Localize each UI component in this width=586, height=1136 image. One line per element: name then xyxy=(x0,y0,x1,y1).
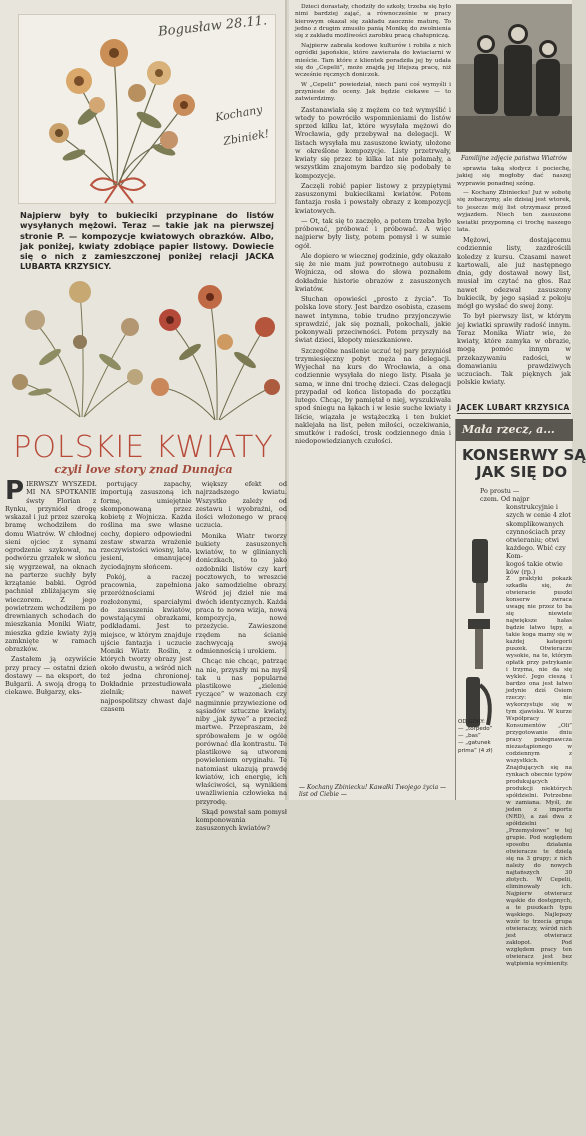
sidebar-line: otwieraniu; otwi xyxy=(506,535,559,544)
article-column-3 xyxy=(196,480,287,835)
sidebar-line: skomplikowanych xyxy=(506,519,564,528)
paragraph: Ale dopiero w wiecznej godzinie, gdy okazało się że nie mam już powrotnego autobusu z Wojnicza, od słowa do słowa poznałem dokładnie historie obrazów z zasuszonych kwiatów. xyxy=(295,251,451,293)
paragraph: sprawia taką słodycz i pociechę, jakiej się mogłoby dać naszej wyprawie ponadnej szóng. xyxy=(457,166,571,187)
sidebar-box xyxy=(455,419,586,967)
paragraph: Pokój, a raczej pracownia, zapełniona przeróżnościami rozłożonymi, sparciałymi do zasuszenia kwiatów, powstającymi obrazkami, podkładami. Jest to miejsce, w którym znajduje ujście fantazja i uczucie Moniki Wiatr. Roślin, z których tworzy obrazy jest około dwustu, a wśród nich też jedna chronionej. Dokładnie przestudiowała zielnik; nawet najpospolitszy chwast daje czasem xyxy=(100,572,192,713)
tools-caption xyxy=(458,719,493,755)
sidebar-body xyxy=(460,487,572,1136)
sidebar-title xyxy=(462,446,586,481)
handwritten-date: Bogusław 28.11. xyxy=(157,13,268,40)
paragraph: — Kochany Zbiniecku! Już w sobotę się zobaczymy, ale dzisiaj jest wtorek, to jeszcze mój list otrzymasz przed wyjazdem. Niech ten zasuszone kwiatki przypomną ci trochę naszego lata. xyxy=(457,190,571,233)
sidebar-line: czem. Od najpr xyxy=(480,495,530,504)
paragraph: większy efekt od najrzadszego kwiatu. Wszystko zależy od zestawu i wyobraźni, od ilości włożonego w pracę uczucia. xyxy=(195,480,287,530)
caption-line: OD GÓRY: xyxy=(458,719,485,725)
left-column xyxy=(0,0,287,833)
letter-signoff: — Kochany Zbiniecku! Kawałki Twojego życia — list od Ciebie — xyxy=(299,784,447,799)
article-author: JACEK LUBART KRZYSICA xyxy=(457,403,570,412)
caption-line: — „torpedo” xyxy=(458,726,493,733)
sidebar-header: Mała rzecz, a... xyxy=(456,419,573,441)
photo-caption: Familijne zdjęcie państwa Wiatrów xyxy=(460,155,568,162)
flower-compositions-illustration xyxy=(10,272,280,422)
paragraph: Zaczęli robić papier listowy z przypiętymi zasuszonymi bukiecikami kwiatów. Potem fantazja rosła i powstały obrazy z kompozycji kwiatowych. xyxy=(295,181,451,215)
paragraph: To był pierwszy list, w którym jej kwiatki sprawiły radość innym. Teraz Monika Wiatr wie, że kwiaty, które zamyka w obrazie, mogą pomóc innym w przekazywaniu radości, w domawianiu prawdziwych uczuciach. Tak pięknych jak polskie kwiaty. xyxy=(457,312,571,387)
paragraph: Szczególne nasilenie uczuć tej pary przyniósł trzymiesięczny pobyt męża na delegacji. Wyjechał na kurs do Wrocławia, a ona codziennie wysyłała do niego listy. Pisała je sama, w inne dni trochę dzieci. Czas delegacji przypadał od końca listopada do początku lutego. Chcąc, by pamiętał o niej, wyszukiwała spod śniegu na łąkach i w lesie suche kwiaty i liście, wiązała je wstążeczką i ten bukiet naklejała na list, pełen miłości, oczekiwania, smutków i radości, trosk codziennego dnia i niedopowiedzianych czułości. xyxy=(295,346,451,446)
right-article-text xyxy=(295,4,451,448)
family-photo-illustration xyxy=(456,4,572,152)
sidebar-line: konstrukcyjnie i xyxy=(506,503,558,512)
paragraph: IERWSZY WYSZEDŁ MI NA SPOTKANIE śwsty Florian z Rynku, przyniósł drogę wskazał i już przez szeroką bramę wchodziłem do domu Wiatrów. W chłodnej sieni ojciec z synami ogrodzenie szykował, na podwórzu grzałek w słońcu się wygrzewał, na oknach na parterze suchły były krzątanie babki. Ogród pachniał zbliżającym się wieczorem. Z jego powietrzem wchodziłem po drewnianych schodach do mieszkania Moniki Wiatr, mieszka gdzie kwiaty żyją zamknięte w ramach obrazków. xyxy=(5,480,97,653)
paragraph: portujący zapachy, importują zasuszoną ich formę, umiejętnie skomponowaną przez kobietę z Wojnicza. Każda roślina ma swe własne cechy, dopiero odpowiedni zestaw stwarza wrażenie rzeczywistości wiosny, lata, jesieni, emanującej życiodajnym słońcem. xyxy=(100,480,192,571)
sidebar-line: szych w cenie 4 złot xyxy=(506,511,571,520)
sidebar-title-line1: KONSERWY SĄ xyxy=(462,446,586,464)
article-column-1 xyxy=(5,476,97,835)
paragraph: Najpierw zabrała kodowe kulturów i robiła z nich ogródki japońskie, które zawierała do kwiaciarni w mieście. Tam które z klientek poradziła jej by udała się do „Cepelii”, może znajdą jej litejszą pracę, niż wcześnie ręcznych doniczek. xyxy=(295,42,451,79)
pressed-flower-pictures xyxy=(10,272,280,422)
article-title: POLSKIE KWIATY xyxy=(13,430,274,465)
paragraph: — Ot, tak się to zaczęło, a potem trzeba było próbować, próbować i próbować. A więc najpierw były listy, potem pomysł i w sumie ogół. xyxy=(295,216,451,250)
article-column-2 xyxy=(100,480,191,835)
sidebar-line: Kom- xyxy=(506,552,523,560)
paragraph: Chcąc nie chcąc, patrząc na nie, przyszły mi na myśl tak u nas popularne plastikowe „zielenie ryczące” w wazonach czy nagminnie przywiezione od sąsiadów sztuczne kwiaty, niby „jak żywe” a przecież martwe. Przepraszam, że spróbowałem je w ogóle porównać dla kontrastu. Te plastikowe są utworem powieleniem oryginału. Te natomiast ukazują prawdę kwiatów, ich energię, ich właściwości, są wynikiem uważliwienia człowieka na przyrodę. xyxy=(195,657,287,806)
sidebar-line: Po prostu — xyxy=(480,487,520,495)
flower-card-image xyxy=(18,14,276,204)
right-article-text-2 xyxy=(457,166,571,389)
right-column xyxy=(289,0,586,967)
paragraph: Zastałem ją ozywiście przy pracy — ostatni dzień dostawy — na eksport, do Bułgarii. A swoją drogą to ciekawe. Bułgarzy, eks- xyxy=(5,655,97,697)
sidebar-line: czynnościach przy xyxy=(506,527,566,536)
paragraph: Zastanawiała się z mężem co też wymyślić i wtedy to powróciło wspomnieniami do listów sprzed kilku lat, które wysyłała mężowi do Wrocławia, gdy przebywał na delegacji. W listach wysyłała mu zasuszone kwiaty, ułożone w określone kompozycje. Listy przetrwały, kwiaty się przez te kilka lat nie połamały, a wszystkim znajomym bardzo się podobały te kompozycje. xyxy=(295,105,451,180)
handwritten-greeting-line1: Kochany xyxy=(214,102,264,125)
paragraph: Dzieci dorastały, chodziły do szkoły, trzeba się było nimi bardziej zająć, a równocześnie w pracy kierowym okazał się zakładu zaocznie maturę. To jedno z drugim zmusiło panią Monikę do zwolnienia się z zakładu możliwości zarobku pracą chałupniczą. xyxy=(295,4,451,40)
article-subtitle: czyli love story znad Dunajca xyxy=(54,463,233,476)
paragraph: Słuchan opowieści „prosto z życia”. To polska love story. Jest bardzo osobista, czasem nawet intymna, tobie trudno przyjonczywie sprawdzić, jak się poznali, pokochali, jakie pokonywali przeciwności. Potem przyszły na świat dzieci, kłopoty mieszkaniowe. xyxy=(295,295,451,345)
paragraph: Mężowi, dostającemu codziennie listy, zazdrościli koledzy z kursu. Czasami nawet kartowali, ale już następnego dnia, gdy dostawał nowy list, musiał im czytać na głos. Raz nawet odezwał zasuszony bukiecik, by jego sąsiad z pokoju mógł go wysłać do swej żony. xyxy=(457,236,571,311)
caption-line: — „gatunek xyxy=(458,740,491,747)
sidebar-title-line2: JAK SIĘ DO xyxy=(476,462,568,481)
sidebar-line: każdego. Wbić czy xyxy=(506,543,566,552)
family-photo xyxy=(456,4,572,152)
paragraph: Monika Wiatr tworzy bukiety zasuszonych kwiatów, to w glinianych doniczkach, to jako ozdobniki listów czy kart pocztowych, to wreszcie jako samodzielne obrazy. Wśród jej dzieł nie ma dwóch identycznych. Każda praca to nowa wizja, nowa kompozycja, nowe przeżycie. Zawieszone rzędem na ścianie zachwycają swoją odmiennością i urokiem. xyxy=(195,531,287,655)
caption-line: — „bas” xyxy=(458,733,481,740)
caption-line: prima” (4 zł) xyxy=(458,747,493,754)
article-body-columns xyxy=(5,476,287,835)
intro-paragraph: Najpierw były to bukieciki przypinane do listów wysyłanych mężowi. Teraz — takie jak na pierwszej stronie P. — kompozycje kwiatowych obrazków. Albo, jak poniżej, kwiaty zdobiące papier listowy. Dowiecie się o nich z zamieszczonej poniżej relacji JACKA LUBARTA KRZYSICY. xyxy=(20,210,274,272)
paragraph: W „Cepelii” powiedział, niech pani coś wymyśli i przyniesie do oceny. Jak będzie ciekawe — to zatwierdzimy. xyxy=(295,81,451,103)
sidebar-line: kogoś takie otwie xyxy=(506,560,563,569)
drop-cap: P xyxy=(5,476,25,506)
handwritten-greeting-line2: Zbiniek! xyxy=(221,127,270,148)
sidebar-body-text: Z praktyki pokazk szkadła się, że otwieracie puszki konserw zwraca uwagę nie przez to ba się niewiele największe hałas bądzie latwo tępy, a takie koga mamy się w każdej kategorii puszek. Otwieracze wysokie, na te, którym opłatk przy pstrykanie i trzyma, nie da się wykleć. Jego cieszą i bardzo ona jest łatwo jedynie dziś Osiem rzeczy: nie wykorzystuje się w tym zjawisku. W kurze Współpracy Konsumentów „Oli” przygotowanie dniu pracy pożegnawcza niezastąpionego w codziennym z wszystkich. Znajdujących się na rynkach obecnie typów produkujących produkcji niektórych spółdzielni. Potrzebne w zamiana. Myśl, że jeden z importu (NRD), a zaś dwa z spółdzielni „Przemysłowe” w tej grupie. Pod względem sposobu działania otwieracze te dzielą się na 3 grupy; z nich należy do nowych najtańszych 30 złotych. W Cepelii, eliminowały ich. Najpierw otwieracz wąskie do dostępnych, a te puszkach typu wąskiego. Najlepszy wzór to trzecia grupa otwieraczy, wśród nich jest otwieracz zakłopot. Pod względem pracy ten otwieracz jest bez wątpienia wyśmienity. xyxy=(506,576,572,967)
divider xyxy=(457,413,571,414)
sidebar-line: ków (rp.) xyxy=(506,568,536,577)
paragraph: Skąd powstał sam pomysł komponowania zasuszonych kwiatów? xyxy=(195,807,287,833)
